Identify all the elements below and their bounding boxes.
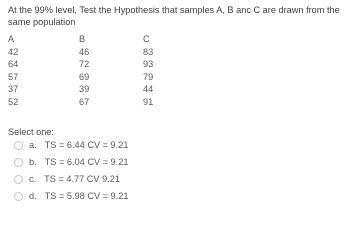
column-header: A — [8, 34, 15, 44]
question-text: At the 99% level, Test the Hypothesis that samples A, B anc C are drawn from the same population — [8, 5, 340, 27]
option-text: TS = 4.77 CV 9.21 — [44, 174, 120, 184]
option-d[interactable] — [14, 189, 128, 203]
option-c[interactable] — [14, 172, 120, 186]
table-cell: 79 — [143, 71, 154, 82]
option-text: TS = 6.44 CV = 9.21 — [44, 140, 129, 150]
table-cell: 37 — [8, 84, 19, 95]
option-letter: a. — [29, 140, 37, 150]
option-text: TS = 5.98 CV = 9.21 — [44, 191, 129, 201]
option-letter: b. — [29, 157, 37, 167]
table-cell: 46 — [79, 46, 90, 57]
table-cell: 83 — [143, 46, 154, 57]
option-text: TS = 6.04 CV = 9.21 — [44, 157, 129, 167]
table-cell: 52 — [8, 96, 19, 107]
option-a[interactable] — [14, 138, 128, 152]
table-cell: 72 — [79, 59, 90, 70]
column-a — [8, 33, 18, 109]
radio-button[interactable] — [14, 175, 23, 184]
table-cell: 67 — [79, 96, 90, 107]
option-letter: d. — [29, 191, 37, 201]
column-b — [79, 33, 89, 109]
table-cell: 42 — [8, 46, 19, 57]
column-header: B — [79, 34, 86, 44]
radio-button[interactable] — [14, 192, 23, 201]
table-cell: 39 — [79, 84, 90, 95]
column-header: C — [143, 34, 150, 44]
table-cell: 64 — [8, 59, 19, 70]
table-cell: 91 — [143, 96, 154, 107]
table-cell: 93 — [143, 59, 154, 70]
select-one-label: Select one: — [8, 127, 54, 137]
option-letter: c. — [29, 174, 37, 184]
option-b[interactable] — [14, 155, 128, 169]
radio-button[interactable] — [14, 158, 23, 167]
table-cell: 44 — [143, 84, 154, 95]
table-cell: 69 — [79, 71, 90, 82]
column-c — [143, 33, 153, 109]
radio-button[interactable] — [14, 141, 23, 150]
table-cell: 57 — [8, 71, 19, 82]
